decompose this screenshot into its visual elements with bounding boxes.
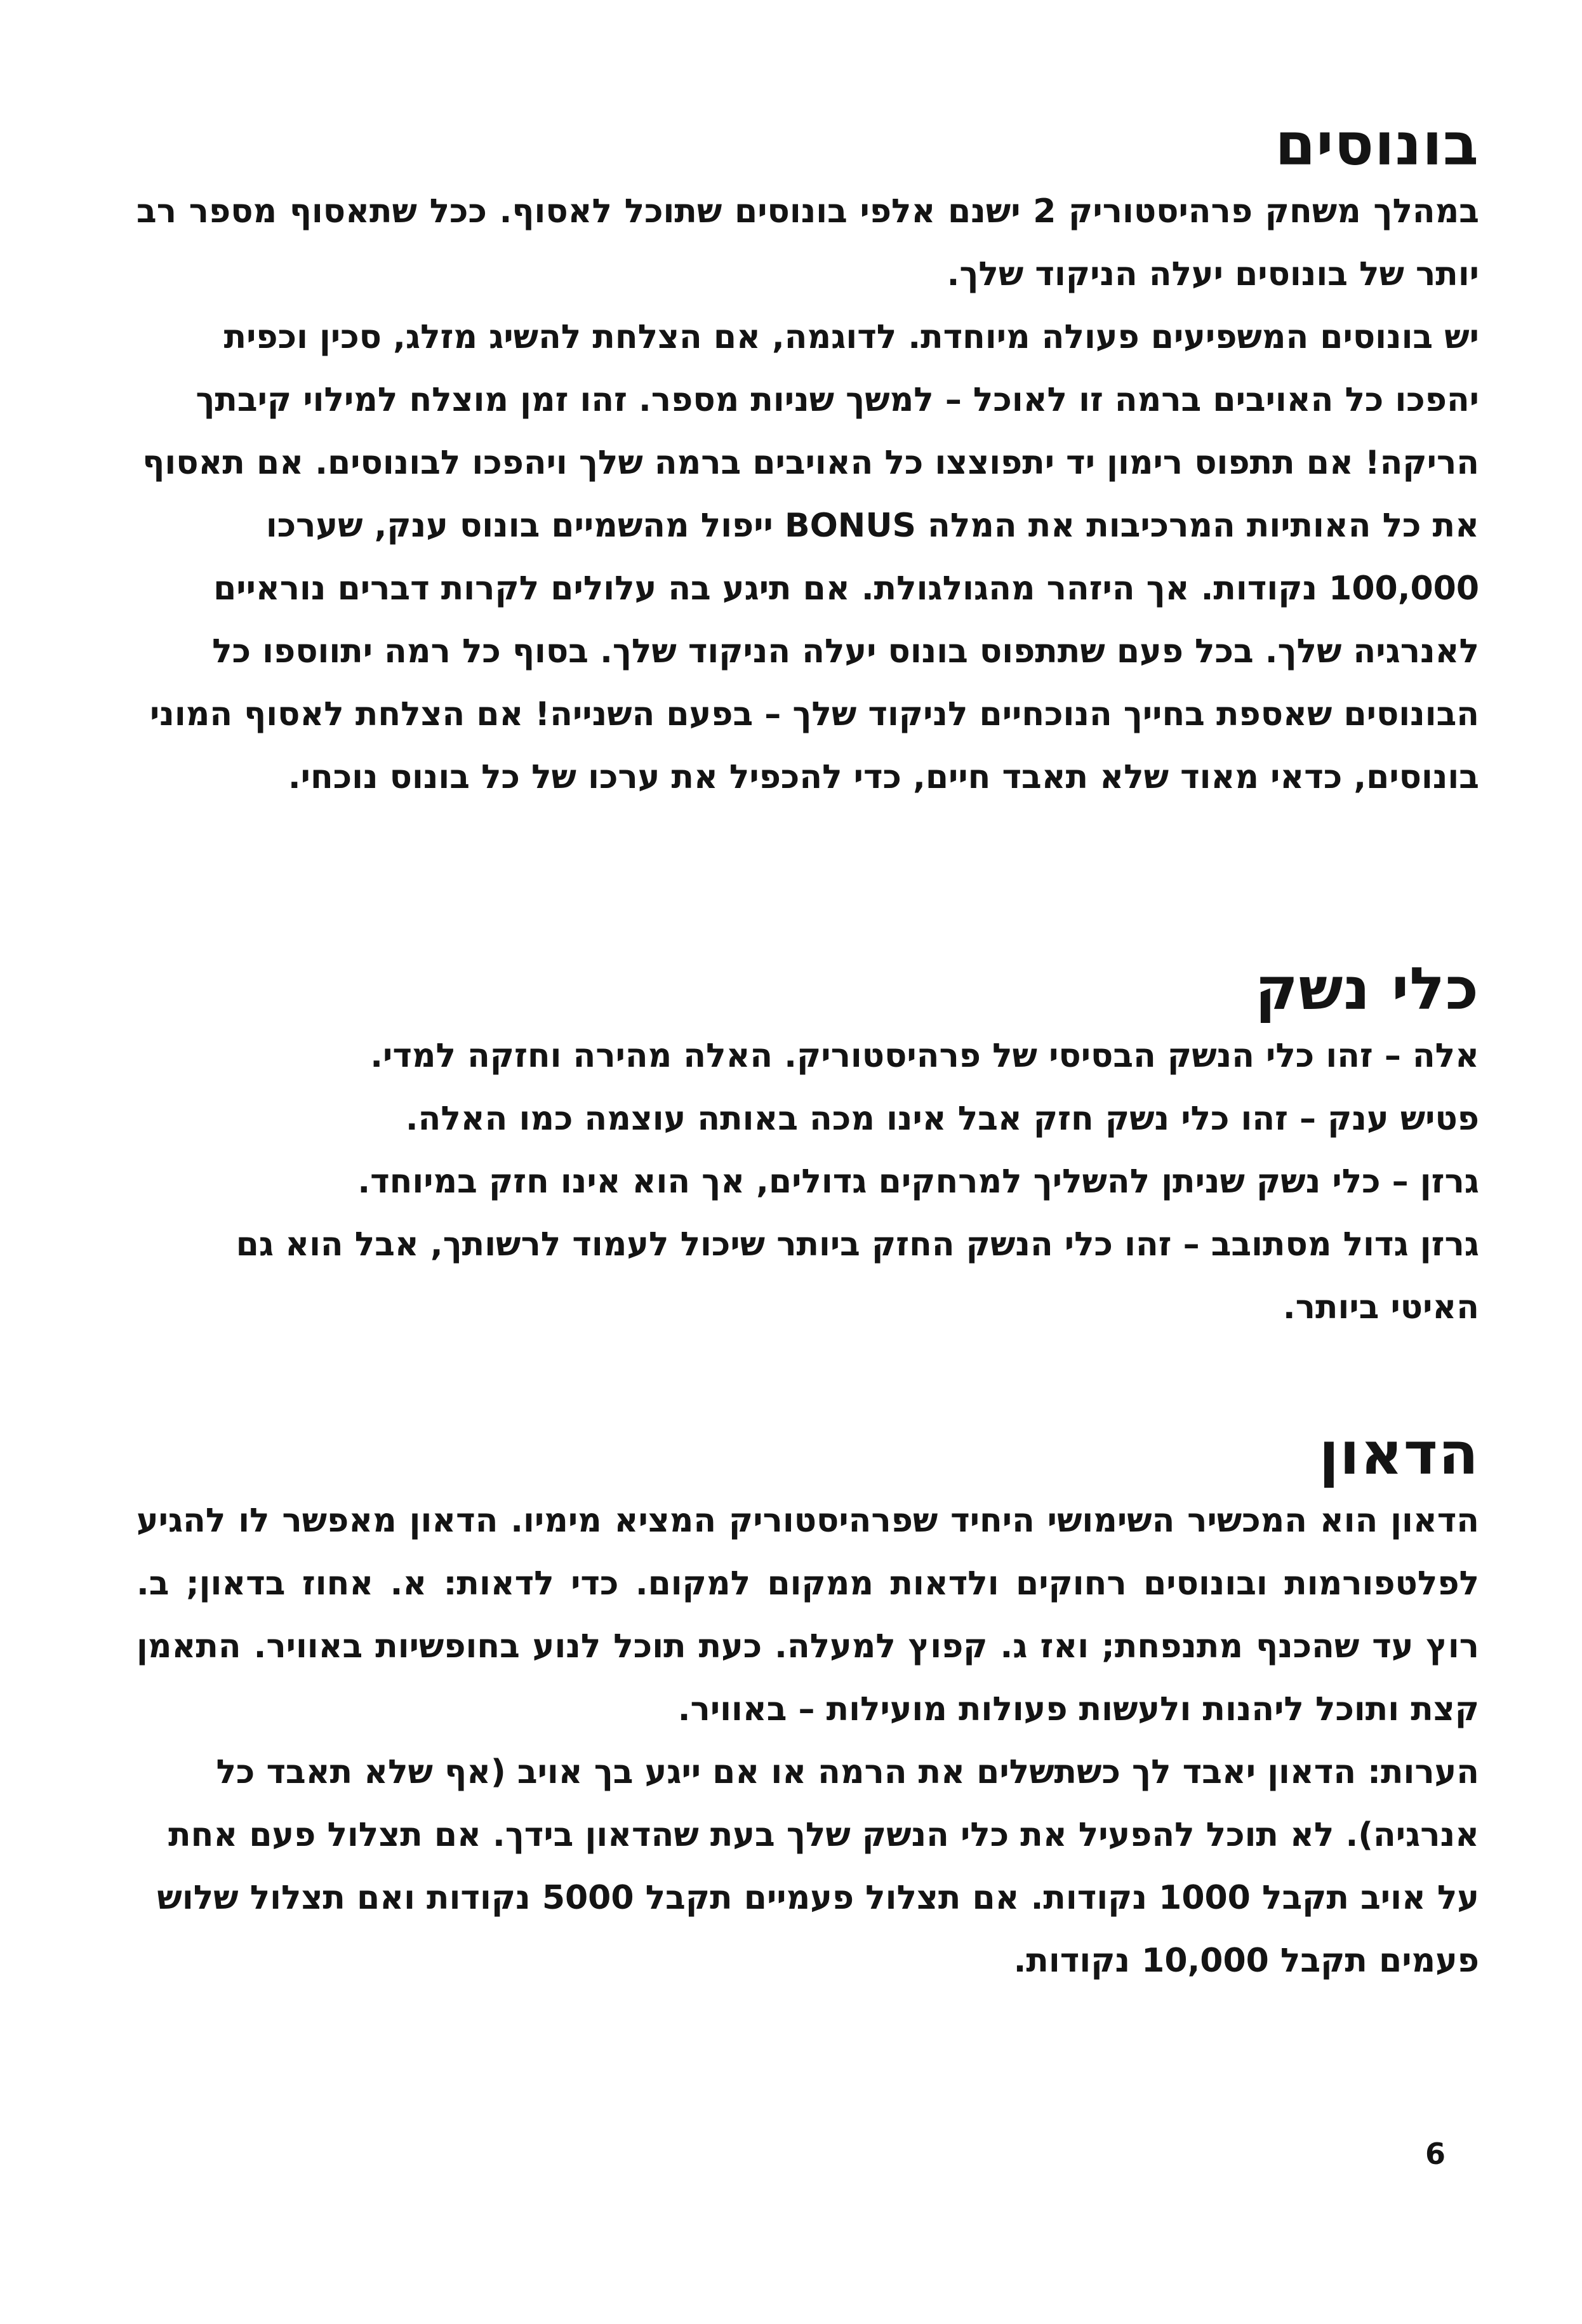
page-number: 6 (1425, 2137, 1446, 2171)
glider-notes (136, 1741, 1479, 1993)
glider-notes-text: הדאון יאבד לך כשתשלים את הרמה או אם ייגע בך אויב (אף שלא תאבד כל אנרגיה). לא תוכל להפעיל את כלי הנשק שלך בעת שהדאון בידך. אם תצלול פעם אחת על אויב תקבל 1000 נקודות. אם תצלול פעמיים תקבל 5000 נקודות ואם תצלול שלוש פעמים תקבל 10,000 נקודות. (157, 1753, 1479, 1980)
bonuses-intro-paragraph: במהלך משחק פרהיסטוריק 2 ישנם אלפי בונוסים שתוכל לאסוף. ככל שתאסוף מספר רב יותר של בונוסים יעלה הניקוד שלך. (136, 192, 1479, 293)
weapons-section (136, 955, 1479, 1339)
glider-notes-label: הערות: (1367, 1753, 1479, 1791)
weapon-item-axe: גרזן – כלי נשק שניתן להשליך למרחקים גדולים, אך הוא אינו חזק במיוחד. (357, 1163, 1479, 1201)
weapon-item-spinning-axe: גרזן גדול מסתובב – זהו כלי הנשק החזק ביותר שיכול לעמוד לרשותך, אבל הוא גם האיטי ביותר. (236, 1225, 1479, 1326)
glider-paragraph: הדאון הוא המכשיר השימושי היחיד שפרהיסטוריק המציא מימיו. הדאון מאפשר לו להגיע לפלטפורמות ובונוסים רחוקים ולדאות ממקום למקום. כדי לדאות: א. אחוז בדאון; ב. רוץ עד שהכנף מתנפחת; ואז ג. קפוץ למעלה. כעת תוכל לנוע בחופשיות באוויר. התאמן קצת ותוכל ליהנות ולעשות פעולות מועילות – באוויר. (136, 1502, 1479, 1728)
bonuses-heading: בונוסים (1275, 110, 1479, 178)
bonuses-details-paragraph: יש בונוסים המשפיעים פעולה מיוחדת. לדוגמה, אם הצלחת להשיג מזלג, סכין וכפית יהפכו כל האויבים ברמה זו לאוכל – למשך שניות מספר. זהו זמן מוצלח למילוי קיבתך הריקה! אם תתפוס רימון יד יתפוצצו כל האויבים ברמה שלך ויהפכו לבונוסים. אם תאסוף את כל האותיות המרכיבות את המלה BONUS ייפול מהשמיים בונוס ענק, שערכו 100,000 נקודות. אך היזהר מהגולגולת. אם תיגע בה עלולים לקרות דברים נוראיים לאנרגיה שלך. בכל פעם שתתפוס בונוס יעלה הניקוד שלך. בסוף כל רמה יתווספו כל הבונוסים שאספת בחייך הנוכחיים לניקוד שלך – בפעם השנייה! אם הצלחת לאסוף המוני בונוסים, כדאי מאוד שלא תאבד חיים, כדי להכפיל את ערכו של כל בונוס נוכחי. (142, 318, 1479, 796)
weapons-heading: כלי נשק (1254, 955, 1479, 1023)
glider-heading: הדאון (1319, 1420, 1479, 1488)
weapon-item-club: אלה – זהו כלי הנשק הבסיסי של פרהיסטוריק. האלה מהירה וחזקה למדי. (370, 1037, 1479, 1075)
bonuses-section (136, 110, 1479, 809)
glider-section (136, 1422, 1479, 1993)
weapon-item-hammer: פטיש ענק – זהו כלי נשק חזק אבל אינו מכה באותה עוצמה כמו האלה. (405, 1100, 1479, 1138)
